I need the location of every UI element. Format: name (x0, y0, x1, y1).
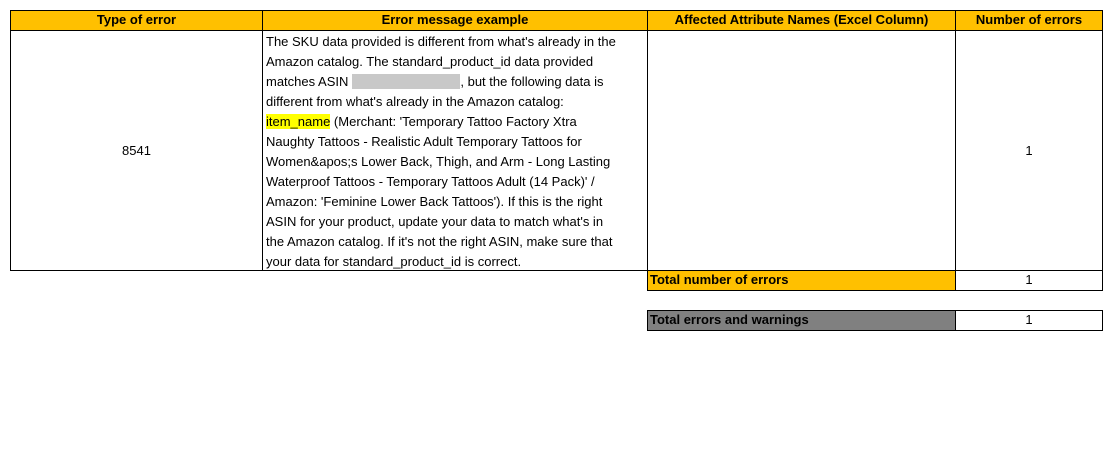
header-error-message-example: Error message example (262, 10, 648, 31)
error-type-value: 8541 (122, 143, 151, 158)
message-line: different from what's already in the Amazon catalog: (266, 94, 564, 109)
message-line: Naughty Tattoos - Realistic Adult Temporary Tattoos for (266, 134, 582, 149)
message-line: Women&apos;s Lower Back, Thigh, and Arm - Long Lasting (266, 154, 611, 169)
message-text: , but the following data is (460, 74, 604, 89)
redacted-asin (352, 74, 460, 89)
message-line (266, 72, 647, 92)
error-count-value: 1 (1025, 143, 1033, 158)
header-type-of-error: Type of error (10, 10, 263, 31)
message-text: (Merchant: 'Temporary Tattoo Factory Xtra (330, 114, 577, 129)
message-line: Amazon: 'Feminine Lower Back Tattoos'). If this is the right (266, 194, 603, 209)
total-errors-warnings-label: Total errors and warnings (647, 310, 956, 331)
header-affected-attribute-names: Affected Attribute Names (Excel Column) (647, 10, 956, 31)
total-errors-warnings-value: 1 (955, 310, 1103, 331)
cell-error-count (955, 30, 1103, 271)
cell-error-message (262, 30, 648, 271)
cell-error-type (10, 30, 263, 271)
highlighted-attribute: item_name (266, 114, 331, 129)
total-errors-value: 1 (955, 270, 1103, 291)
message-line: the Amazon catalog. If it's not the right ASIN, make sure that (266, 234, 613, 249)
message-line: Amazon catalog. The standard_product_id data provided (266, 54, 594, 69)
message-text: matches ASIN (266, 74, 349, 89)
message-line: ASIN for your product, update your data to match what's in (266, 214, 604, 229)
message-line: Waterproof Tattoos - Temporary Tattoos Adult (14 Pack)' / (266, 174, 595, 189)
header-number-of-errors: Number of errors (955, 10, 1103, 31)
cell-affected-attributes (647, 30, 956, 271)
message-line: your data for standard_product_id is correct. (266, 254, 522, 269)
message-line (266, 112, 647, 132)
total-errors-label: Total number of errors (647, 270, 956, 291)
message-line: The SKU data provided is different from what's already in the (266, 34, 616, 49)
